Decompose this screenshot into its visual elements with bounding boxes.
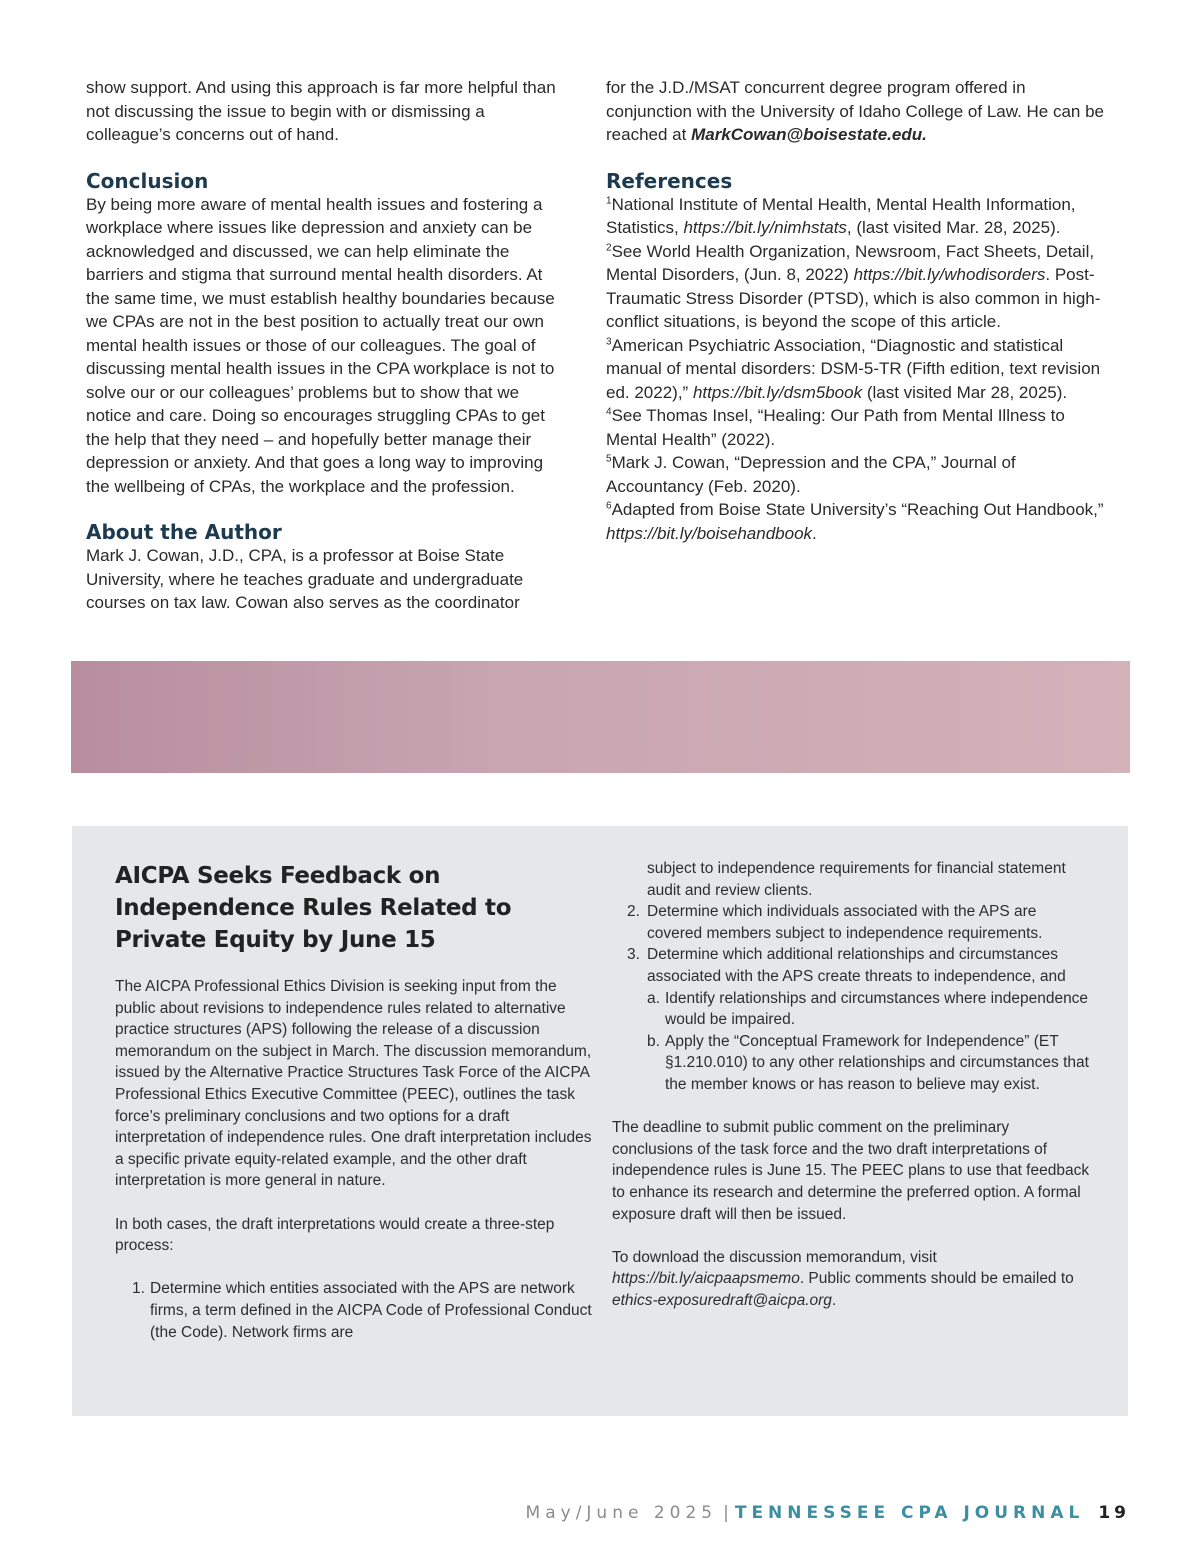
reference-text-end: . <box>812 523 817 543</box>
sidebar-paragraph-1: The AICPA Professional Ethics Division is seeking input from the public about revisions to independence rules related to alternative practice structures (APS) following the release of a discussion memorandum on the subject in March. The discussion memorandum, issued by the Alternative Practice Structures Task Force of the AICPA Professional Ethics Executive Committee (PEEC), outlines the task force’s preliminary conclusions and two options for a draft interpretation of independence rules. One draft interpretation includes a specific private equity-related example, and the other draft interpretation is more general in nature. <box>115 978 592 1190</box>
steps-list <box>115 1278 593 1343</box>
reference-number: 4 <box>606 406 612 418</box>
references-heading: References <box>606 168 733 193</box>
reference-text: See World Health Organization, Newsroom, Fact Sheets, Detail, Mental Disorders, (Jun. 8, 2022) <box>606 241 1095 284</box>
sidebar-right-column <box>612 858 1092 1311</box>
reference-text: Mark J. Cowan, “Depression and the CPA,” Journal of Accountancy (Feb. 2020). <box>606 453 1016 496</box>
reference-text-end: , (last visited Mar. 28, 2025). <box>846 218 1061 237</box>
step-1-continued: subject to independence requirements for financial statement audit and review clients. <box>647 860 1066 899</box>
page-footer <box>526 1502 1130 1524</box>
sidebar-paragraph-2: In both cases, the draft interpretations would create a three-step process: <box>115 1215 555 1255</box>
step-item <box>115 1278 593 1343</box>
step-number: 2. <box>627 903 640 921</box>
aicpa-sidebar-box <box>72 826 1128 1416</box>
reference-text: American Psychiatric Association, “Diagnostic and statistical manual of mental disorders: DSM-5-TR (Fifth edition, text revision ed. 2022),” <box>606 335 1101 402</box>
reference-item <box>606 334 1106 405</box>
step-item <box>612 944 1092 987</box>
reference-text-end: (last visited Mar 28, 2025). <box>862 382 1068 402</box>
step-number: 1. <box>132 1280 145 1298</box>
reference-text: See Thomas Insel, “Healing: Our Path from Mental Illness to Mental Health” (2022). <box>606 406 1065 449</box>
sub-steps-list <box>612 988 1092 1096</box>
step-text: Determine which entities associated with the APS are network firms, a term defined in the AICPA Code of Professional Conduct (the Code). Network firms are <box>150 1280 592 1341</box>
sub-step-item <box>612 1031 1092 1096</box>
reference-item <box>606 240 1106 334</box>
sub-step-text: Apply the “Conceptual Framework for Independence” (ET §1.210.010) to any other relationships and circumstances that the member knows or has reason to believe may exist. <box>665 1032 1089 1093</box>
reference-item <box>606 404 1106 451</box>
references-list <box>606 193 1106 546</box>
intro-paragraph: show support. And using this approach is far more helpful than not discussing the issue to begin with or dismissing a colleague’s concerns out of hand. <box>86 78 556 144</box>
step-text: Determine which individuals associated with the APS are covered members subject to independence requirements. <box>647 903 1043 942</box>
sub-step-item <box>612 988 1092 1031</box>
sidebar-paragraph-4 <box>612 1247 1092 1312</box>
about-author-continued-text: for the J.D./MSAT concurrent degree program offered in conjunction with the University of Idaho College of Law. He can be reached at <box>606 78 1105 144</box>
reference-number: 6 <box>606 500 612 512</box>
reference-item <box>606 451 1106 498</box>
reference-number: 1 <box>606 194 612 206</box>
step-item <box>612 901 1092 944</box>
reference-text: Adapted from Boise State University’s “Reaching Out Handbook,” <box>611 500 1104 519</box>
steps-list-continued <box>612 901 1092 987</box>
reference-number: 5 <box>606 453 612 465</box>
reference-text: National Institute of Mental Health, Mental Health Information, Statistics, <box>606 194 1076 237</box>
sub-step-letter: a. <box>647 989 660 1007</box>
right-column <box>606 76 1106 545</box>
reference-item <box>606 193 1106 240</box>
sub-step-letter: b. <box>647 1032 660 1050</box>
reference-link[interactable]: https://bit.ly/boisehandbook <box>606 523 813 543</box>
conclusion-paragraph: By being more aware of mental health issues and fostering a workplace where issues like depression and anxiety can be acknowledged and discussed, we can help eliminate the barriers and stigma that surround mental health disorders. At the same time, we must establish healthy boundaries because we CPAs are not in the best position to actually treat our own mental health issues or those of our colleagues. The goal of discussing mental health issues in the CPA workplace is not to solve our or our colleagues’ problems but to show that we notice and care. Doing so encourages struggling CPAs to get the help that they need – and hopefully better manage their depression or anxiety. And that goes a long way to improving the wellbeing of CPAs, the workplace and the profession. <box>86 194 555 496</box>
journal-name: TENNESSEE CPA JOURNAL <box>734 1503 1085 1523</box>
about-author-continued <box>606 76 1106 147</box>
conclusion-heading: Conclusion <box>86 168 209 193</box>
step-number: 3. <box>627 946 640 964</box>
about-author-heading: About the Author <box>86 520 282 544</box>
left-column <box>86 76 568 615</box>
reference-item <box>606 498 1106 545</box>
sidebar-paragraph-3: The deadline to submit public comment on the preliminary conclusions of the task force and the two draft interpretations of independence rules is June 15. The PEEC plans to use that feedback to enhance its research and determine the preferred option. A formal exposure draft will then be issued. <box>612 1119 1090 1223</box>
download-text: To download the discussion memorandum, visit <box>612 1248 937 1266</box>
page-number: 19 <box>1098 1503 1130 1523</box>
memo-link[interactable]: https://bit.ly/aicpaapsmemo <box>612 1270 800 1288</box>
issue-date: May/June 2025 <box>525 1503 718 1523</box>
reference-number: 2 <box>606 241 612 253</box>
comments-text: . Public comments should be emailed to <box>799 1270 1074 1288</box>
decorative-banner <box>71 661 1130 773</box>
reference-link[interactable]: https://bit.ly/dsm5book <box>692 382 863 402</box>
step-text: Determine which additional relationships and circumstances associated with the APS create threats to independence, and <box>647 946 1066 985</box>
sub-step-text: Identify relationships and circumstances where independence would be impaired. <box>665 989 1089 1029</box>
footer-separator: | <box>723 1503 729 1523</box>
reference-link[interactable]: https://bit.ly/whodisorders <box>853 265 1046 284</box>
reference-text-end: . Post-Traumatic Stress Disorder (PTSD), which is also common in high-conflict situations, is beyond the scope of this article. <box>606 265 1101 331</box>
period: . <box>831 1291 837 1309</box>
sidebar-title: AICPA Seeks Feedback on Independence Rules Related to Private Equity by June 15 <box>115 863 512 953</box>
reference-number: 3 <box>606 335 612 347</box>
sidebar-left-column <box>115 860 593 1343</box>
ethics-email-link[interactable]: ethics-exposuredraft@aicpa.org <box>612 1291 832 1309</box>
about-author-paragraph: Mark J. Cowan, J.D., CPA, is a professor at Boise State University, where he teaches graduate and undergraduate courses on tax law. Cowan also serves as the coordinator <box>86 546 524 612</box>
reference-link[interactable]: https://bit.ly/nimhstats <box>683 218 847 237</box>
author-email-link[interactable]: MarkCowan@boisestate.edu. <box>691 125 927 144</box>
